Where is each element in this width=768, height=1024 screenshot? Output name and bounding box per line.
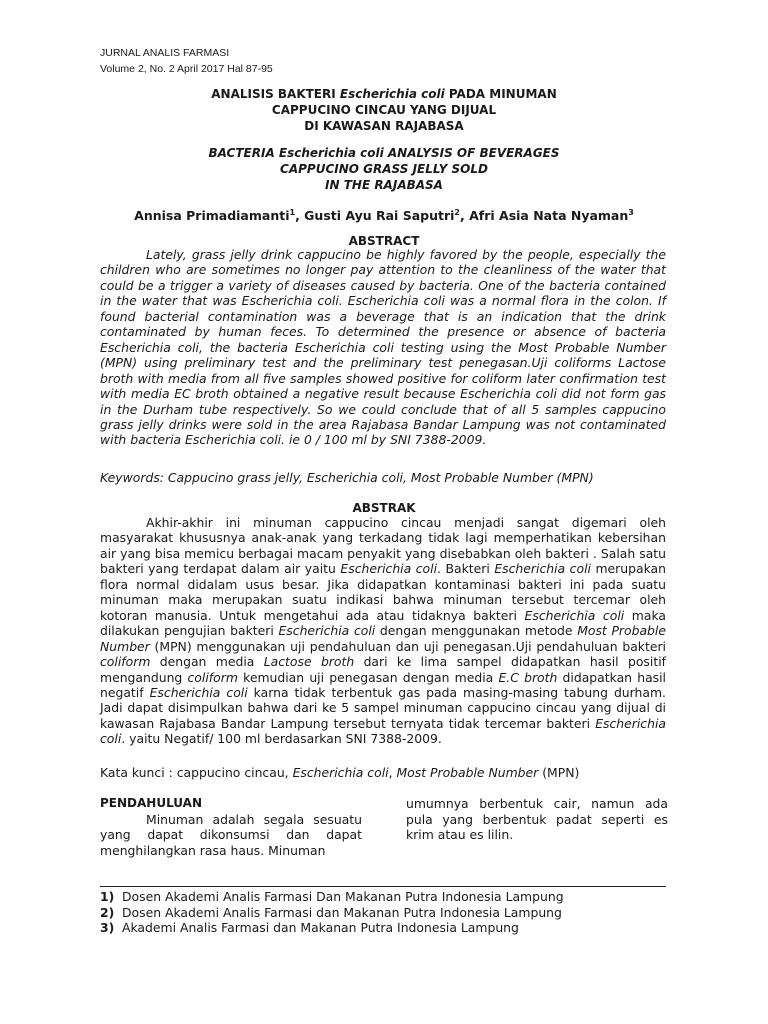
author-list: Annisa Primadiamanti$^1$, Gusti Ayu Rai Saputri$^2$, Afri Asia Nata Nyaman$^3$ [134, 208, 634, 224]
footnotes [100, 889, 564, 936]
footnote-divider [100, 886, 666, 887]
title-english [100, 145, 668, 193]
abstract-heading: ABSTRACT [348, 234, 420, 248]
abstrak-heading: ABSTRAK [352, 501, 416, 515]
title-indonesian [100, 86, 668, 134]
pendahuluan-left-column [100, 796, 362, 858]
pendahuluan-right-text: umumnya berbentuk cair, namun ada pula yang berbentuk padat seperti es krim atau es lilin. [406, 796, 668, 842]
keywords: Keywords: Cappucino grass jelly, Escherichia coli, Most Probable Number (MPN) [100, 470, 594, 485]
journal-name: JURNAL ANALIS FARMASI [100, 47, 230, 59]
journal-header [100, 45, 273, 77]
pendahuluan-left-text: Minuman adalah segala sesuatu yang dapat dikonsumsi dan dapat menghilangkan rasa haus. Minuman [100, 811, 362, 858]
pendahuluan-right-column [406, 796, 668, 843]
footnote-3: 3) Akademi Analis Farmasi dan Makanan Putra Indonesia Lampung [100, 920, 519, 935]
pendahuluan-heading: PENDAHULUAN [100, 796, 202, 810]
footnote-2: 2) Dosen Akademi Analis Farmasi dan Makanan Putra Indonesia Lampung [100, 904, 562, 920]
footnote-1: 1) Dosen Akademi Analis Farmasi Dan Makanan Putra Indonesia Lampung [100, 889, 564, 904]
kata-kunci: Kata kunci : cappucino cincau, Escherichia coli, Most Probable Number (MPN) [100, 765, 580, 780]
title-id-line-1: ANALISIS BAKTERI Escherichia coli PADA MINUMAN [211, 87, 557, 101]
journal-issue: Volume 2, No. 2 April 2017 Hal 87-95 [100, 63, 273, 75]
title-id-line-2: CAPPUCINO CINCAU YANG DIJUAL [271, 103, 497, 117]
abstract-english [100, 247, 666, 448]
title-en-line-2: CAPPUCINO GRASS JELLY SOLD [280, 162, 488, 176]
abstract-text: Lately, grass jelly drink cappucino be highly favored by the people, especially the children who are sometimes no longer pay attention to the cleanliness of the water that could be a trigger a variety of diseases caused by bacteria. One of the bacteria contained in the water that was Escherichia coli. Escherichia coli was a normal flora in the colon. If found bacterial contamination was a beverage that is an indication that the drink contaminated by human feces. To determined the presence or absence of bacteria Escherichia coli, the bacteria Escherichia coli testing using the Most Probable Number (MPN) using preliminary test and the preliminary test penegasan.Uji coliforms Lactose broth with media from all five samples showed positive for coliform later confirmation test with media EC broth obtained a negative result because Escherichia coli did not form gas in the Durham tube respectively. So we could conclude that of all 5 samples cappucino grass jelly drinks were sold in the area Rajabasa Bandar Lampung was not contaminated with bacteria Escherichia coli. ie 0 / 100 ml by SNI 7388-2009. [100, 247, 666, 448]
abstrak-indonesian: Akhir-akhir ini minuman cappucino cincau menjadi sangat digemari oleh masyarakat khususnya anak-anak yang terkadang tidak lagi memperhatikan kebersihan air yang bisa memicu berbagai macam penyakit yang disebabkan oleh bakteri . Salah satu bakteri yang terdapat dalam air yaitu Escherichia coli. Bakteri Escherichia coli merupakan flora normal didalam usus besar. Jika didapatkan kontaminasi bakteri ini pada suatu minuman maka merupakan suatu indikasi bahwa minuman tersebut tercemar oleh kotoran manusia. Untuk mengetahui ada atau tidaknya bakteri Escherichia coli maka dilakukan pengujian bakteri Escherichia coli dengan menggunakan metode Most Probable Number (MPN) menggunakan uji pendahuluan dan uji penegasan.Uji pendahuluan bakteri coliform dengan media Lactose broth dari ke lima sampel didapatkan hasil positif mengandung coliform kemudian uji penegasan dengan media E.C broth didapatkan hasil negatif Escherichia coli karna tidak terbentuk gas pada masing-masing tabung durham. Jadi dapat disimpulkan bahwa dari ke 5 sampel minuman cappucino cincau yang dijual di kawasan Rajabasa Bandar Lampung tersebut ternyata tidak tercemar bakteri Escherichia coli. yaitu Negatif/ 100 ml berdasarkan SNI 7388-2009. [100, 515, 667, 747]
title-en-line-3: IN THE RAJABASA [325, 178, 443, 192]
title-id-line-3: DI KAWASAN RAJABASA [304, 119, 464, 133]
title-en-line-1: BACTERIA Escherichia coli ANALYSIS OF BEVERAGES [208, 146, 560, 160]
